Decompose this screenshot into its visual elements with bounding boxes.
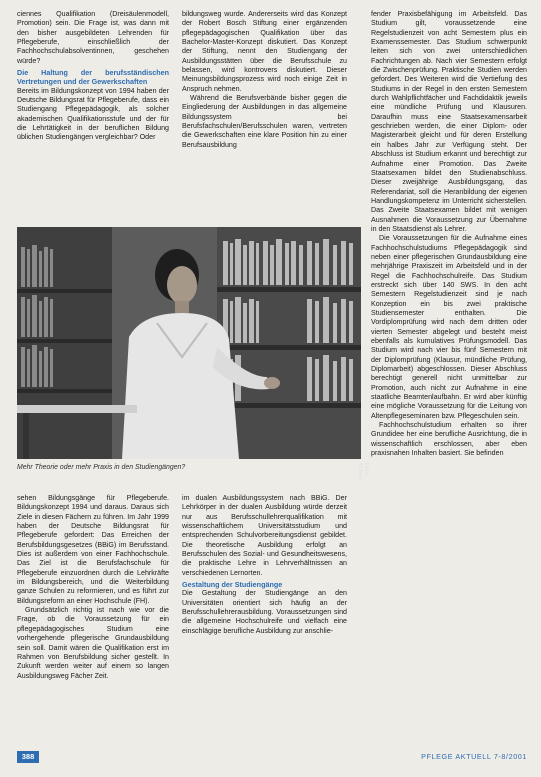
paragraph: Bereits im Bildungskonzept von 1994 haben der Deutsche Bildungsrat für Pflegeberufe, dass ein Studiengang Pflegepädagogik, als solcher akademischen Qualifikationsstufe und der für die Lehrtätigkeit in der beruflichen Bildung üblichen Studiengängen vergleichbar? Oder: [17, 86, 169, 142]
paragraph: Die Voraussetzungen für die Aufnahme eines Fachhochschulstudiums Pflegepädagogik sind neben einer pflegerischen Grundausbildung eine mehrjährige Praxiszeit im Arbeitsfeld und in der Regel die Fachhochschulreife. Das Studium erstreckt sich über 140 SWS. In den acht Semestern Regelstudienzeit sind je nach Konzeption ein bis zwei praktische Studiensemester enthalten. Die Vordiplomprüfung wird nach dem dritten oder vierten Semester abgelegt und besteht meist ebenfalls als kumulatives Prüfungsmodell. Das Studium wird nach vier bis fünf Semestern mit der Diplomprüfung (Klausur, mündliche Prüfung, Diplomarbeit) abgeschlossen. Dieser Abschluss berechtigt generell nicht unmittelbar zur Promotion, auch nicht zur Aufnahme in eine staatliche Beamtenlaufbahn. Er wird aber künftig eine mögliche Voraussetzung für die Leitung von Altenpflegeseminaren bzw. Pflegeschulen sein.: [371, 234, 527, 420]
photo-illustration: [17, 227, 361, 459]
paragraph: ciennes Qualifikation (Dreisäulenmodell, Promotion) sein. Die Frage ist, was dann mit den bisher ausgebildeten Lehrenden für Pflegeberufe, einschließlich der Fachhochschulabsolventinnen, geschehen würde?: [17, 10, 169, 65]
photo-credit: Foto: Kuhnle: [357, 463, 369, 482]
paragraph: Während die Berufsverbände bisher gegen die Eingliederung der Ausbildungen in das allgemeine Bildungssystem bei Berufsfachschulen/Berufsschulen waren, vertreten die Gewerkschaften eine klare Position hin zu einer Berufsausbildung: [182, 94, 347, 149]
section-heading: Gestaltung der Studiengänge: [182, 580, 283, 590]
magazine-title: PFLEGE AKTUELL 7-8/2001: [421, 752, 527, 761]
photo-caption: Mehr Theorie oder mehr Praxis in den Studiengängen?: [17, 464, 186, 471]
section-heading: Die Haltung der berufsständischen Vertretungen und der Gewerkschaften: [17, 68, 169, 87]
paragraph: Fachhochschulstudium erhalten so ihrer Grundidee her eine berufliche Ausrichtung, die in wissenschaftlich erschlossen, aber eben praxisnahen Inhalten basiert. Sie befinden: [371, 421, 527, 458]
paragraph: Grundsätzlich richtig ist nach wie vor die Frage, ob die Voraussetzung für ein pflegepädagogisches Studium eine vorhergehende pflegerische Grundausbildung sein soll. Damit wären die Qualifikation erst im Rahmen von Berufsbildung sicher gestellt. In Zukunft werden weiter auf einem so langen Ausbildungsweg Fächer Zeit.: [17, 606, 169, 680]
paragraph: Die Gestaltung der Studiengänge an den Universitäten orientiert sich häufig an der Berufsschullehrerausbildung. Voraussetzungen sind die allgemeine Hochschulreife und vielfach eine einschlägige berufliche Ausbildung zur anschlie-: [182, 589, 347, 635]
column-2: [182, 10, 347, 150]
page-number: 388: [17, 751, 39, 763]
column-5: [182, 494, 347, 636]
column-3: [371, 10, 527, 459]
paragraph: im dualen Ausbildungssystem nach BBiG. Der Lehrkörper in der dualen Ausbildung würde derzeit nur aus Berufsschullehrerqualifikation mit wissenschaftlichem Universitätsstudium und entsprechenden Schulvorbereitungsdienst gebildet. Die theoretische Ausbildung erfolgt an Berufsschulen des Sozial- und Gesundheitswesens, die praktische Lehre in Lehrverhältnissen an verschiedenen Lernorten.: [182, 494, 347, 577]
paragraph: bildungsweg wurde. Andererseits wird das Konzept der Robert Bosch Stiftung einer ergänzenden pflegepädagogischen Qualifikation über das Bachelor-Master-Konzept diskutiert. Das Konzept der Stiftung, nennt den Studiengang der Ausbildungsstätten über die Berufsschule zu belassen, wird kontrovers diskutiert. Dieser Meinungsbildungsprozess wird noch einige Zeit in Anspruch nehmen.: [182, 10, 347, 93]
paragraph: sehen Bildungsgänge für Pflegeberufe. Bildungskonzept 1994 und daraus. Daraus sich Ziele in diesen Fächern zu führen. Im Jahr 1999 haben der Deutsche Bildungsrat für Pflegeberufe gefordert: Das Erreichen der Berufsbildungsgesetzes (BBiG) im Berufsstand. Dies ist außerdem von einer Fachhochschule. Das Ziel ist die Berufsfachschule für Pflegeberufe einzuordnen durch die Lehrkräfte im Bildungsbereich, und die Weiterbildung ganze Schulen zu reformieren, und es führt zur Bildungsreform an einer Hochschule (FH).: [17, 494, 169, 605]
column-4: [17, 494, 169, 681]
column-1: [17, 10, 169, 143]
paragraph: fender Praxisbefähigung im Arbeitsfeld. Das Studium gilt, voraussetzende eine Regelstudienzeit von acht Semestern plus ein Examenssemester. Das Studium schwerpunkt leiten sich von zwei unterschiedlichen Fachrichtungen ab. Nach vier Semestern erfolgt die Zwischenprüfung. Praktische Studien werden gefordert. Des Weiteren wird die Vertiefung des Studiums in der Regel in den ersten Semestern durch Wahlpflichtfächer und Fachdidaktik jeweils eine mündliche Prüfung und Klausuren. Daraufhin muss eine Staatsexamensarbeit geschrieben werden, die einer Diplom- oder Magisterarbeit gleicht und für deren Erstellung ein halbes Jahr zur Verfügung steht. Der Abschluss ist Studium erkannt und berechtigt zur Aufnahme einer Promotion. Das Zweite Staatsexamen bildet den Studienabschluss. Dieser zweijährige Ausbildungsgang, das Referendariat, soll die Heranbildung der eigenen Handlungskompetenz im Unterricht sicherstellen. Das Zweite Staatsexamen bildet mit wenigen Ausnahmen die Voraussetzung zur Übernahme in den Staatsdienst als Lehrer.: [371, 10, 527, 233]
